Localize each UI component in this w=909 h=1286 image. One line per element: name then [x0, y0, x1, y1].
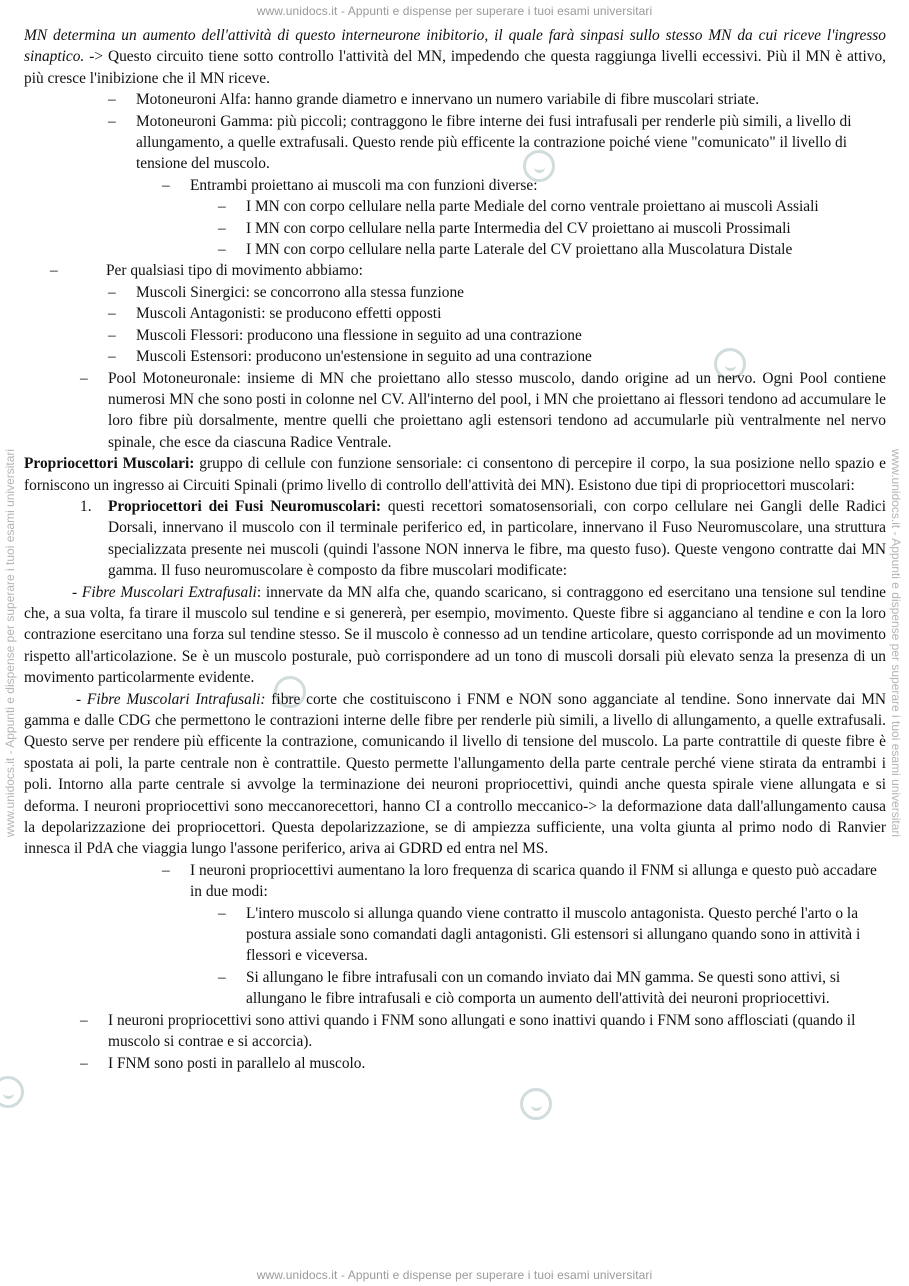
intro-italic: MN determina un aumento dell'attività di questo interneurone inibitorio, il quale farà sinpasi sullo stesso MN da cui riceve l'ingresso sinaptico.: [24, 27, 886, 66]
list-item-alfa: – Motoneuroni Alfa: hanno grande diametro e innervano un numero variabile di fibre muscolari striate.: [108, 91, 760, 109]
list-item-mode: – L'intero muscolo si allunga quando viene contratto il muscolo antagonista. Questo perché l'arto o la postura assiale sono comandati dagli antagonisti. Gli estensori si allungano quando sono in attività i flessori e viceversa.: [218, 904, 861, 965]
watermark-right: www.unidocs.it - Appunti e dispense per superare i tuoi esami universitari: [889, 448, 903, 838]
list-item-muscle-type: – Muscoli Estensori: producono un'estensione in seguito ad una contrazione: [108, 348, 592, 366]
list-item-muscle-type: – Muscoli Flessori: producono una flessione in seguito ad una contrazione: [108, 326, 582, 344]
proprio-paragraph: Propriocettori Muscolari: gruppo di cellule con funzione sensoriale: ci consentono di percepire il corpo, la sua posizione nello spazio e forniscono un ingresso ai Circuiti Spinali (primo livello di controllo dell'attività dei MN). Esistono due tipi di propriocettori muscolari:: [24, 455, 886, 494]
watermark-bottom: www.unidocs.it - Appunti e dispense per superare i tuoi esami universitari: [256, 1268, 653, 1282]
intro-paragraph: [24, 25, 886, 89]
unidocs-logo-icon: [0, 1076, 24, 1108]
list-item-active: – I neuroni propriocettivi sono attivi quando i FNM sono allungati e sono inattivi quando i FNM sono afflosciati (quando il muscolo si contrae e si accorcia).: [80, 1011, 856, 1051]
numbered-item-fusi: 1. Propriocettori dei Fusi Neuromuscolari: questi recettori somatosensoriali, con corpo cellulare nei Gangli delle Radici Dorsali, innervano il muscolo con il terminale periferico ed, in particolare, innervano il Fuso Neuromuscolare, una struttura specializzata presente nei muscoli (quindi l'assone NON innerva le fibre, ma questo fuso). Queste vengono contratte dai MN gamma. Il fuso neuromuscolare è composto da fibre muscolari modificate:: [80, 497, 887, 580]
list-item-target: – I MN con corpo cellulare nella parte Intermedia del CV proiettano ai muscoli Prossimali: [218, 219, 791, 237]
list-item-frequency: – I neuroni propriocettivi aumentano la loro frequenza di scarica quando il FNM si allunga e questo può accadare in due modi:: [162, 861, 877, 901]
list-item-target: – I MN con corpo cellulare nella parte Mediale del corno ventrale proiettano ai muscoli Assiali: [218, 198, 819, 216]
intro-text: -> Questo circuito tiene sotto controllo l'attività del MN, impedendo che questa raggiunga livelli eccessivi. Più il MN è attivo, più cresce l'inibizione che il MN riceve.: [24, 48, 886, 87]
watermark-top: www.unidocs.it - Appunti e dispense per superare i tuoi esami universitari: [256, 4, 653, 18]
list-item-muscle-type: – Muscoli Antagonisti: se producono effetti opposti: [108, 305, 442, 323]
intrafusal-paragraph: - Fibre Muscolari Intrafusali: fibre corte che costituiscono i FNM e NON sono agganciate al tendine. Sono innervate dai MN gamma e dalle CDG che permettono le contrazioni interne delle fibre per renderle più simili, a livello di allungamento, a quelle extrafusali. Questo serve per rendere più efficente la contrazione, comunicando il livello di tensione del muscolo. La parte contrattile di queste fibre è spostata ai poli, la parte centrale non è contrattile. Questo permette l'allungamento della parte centrale perché viene stirata da entrambi i poli. Intorno alla parte centrale si avvolge la terminazione dei neuroni propriocettivi, quindi anche questa spirale viene allungata e si deforma. I neuroni propriocettivi sono meccanorecettori, hanno CI a controllo meccanico-> la deformazione data dall'allungamento causa la depolarizzazione dei propriocettori. Questa depolarizzazione, se di ampiezza sufficiente, una volta giunta al primo nodo di Ranvier innesca il PdA che viaggia lungo l'assone periferico, ariva ai GDRD ed entra nel MS.: [24, 690, 886, 858]
document-body: [24, 25, 886, 1074]
list-item-movement: – Per qualsiasi tipo di movimento abbiamo:: [50, 262, 363, 280]
proprio-heading: Propriocettori Muscolari:: [24, 455, 195, 473]
list-item-mode: – Si allungano le fibre intrafusali con un comando inviato dai MN gamma. Se questi sono attivi, si allungano le fibre intrafusali e ciò comporta un aumento dell'attività dei neuroni propriocettivi.: [218, 968, 841, 1008]
watermark-left: www.unidocs.it - Appunti e dispense per superare i tuoi esami universitari: [3, 448, 17, 838]
unidocs-logo-icon: [520, 1088, 552, 1120]
list-item-muscle-type: – Muscoli Sinergici: se concorrono alla stessa funzione: [108, 283, 464, 301]
list-item-target: – I MN con corpo cellulare nella parte Laterale del CV proiettano alla Muscolatura Distale: [218, 241, 793, 259]
list-item-both: – Entrambi proiettano ai muscoli ma con funzioni diverse:: [162, 176, 538, 194]
extrafusal-paragraph: - Fibre Muscolari Extrafusali: innervate da MN alfa che, quando scaricano, si contraggono ed esercitano una tensione sul tendine che, a sua volta, fa tirare il muscolo sul tendine e si genererà, per esempio, movimento. Queste fibre si agganciano al tendine e con la loro contrazione esercitano una forza sul tendine stesso. Se il muscolo è connesso ad un tendine articolare, questo corrisponde ad un movimento rispetto all'articolazione. Se è un muscolo posturale, può corrispondere ad un tono di muscoli dorsali più elevato senza la presenza di un movimento particolarmente evidente.: [24, 583, 886, 687]
list-item-gamma: – Motoneuroni Gamma: più piccoli; contraggono le fibre interne dei fusi intrafusali per renderle più simili, a livello di allungamento, a quelle extrafusali. Questo rende più efficente la contrazione poiché viene "comunicato" il livello di tensione del muscolo.: [108, 112, 852, 173]
list-item-parallel: – I FNM sono posti in parallelo al muscolo.: [80, 1054, 366, 1072]
list-item-pool: – Pool Motoneuronale: insieme di MN che proiettano allo stesso muscolo, dando origine ad un nervo. Ogni Pool contiene numerosi MN che sono posti in colonne nel CV. All'interno del pool, i MN che proiettano ai flessori tendono ad accumulare le loro fibre più dorsalmente, mentre quelli che proiettano agli estensori tendono ad accumularle più ventralmente nel nervo spinale, che esce da ciascuna Radice Ventrale.: [80, 369, 886, 451]
